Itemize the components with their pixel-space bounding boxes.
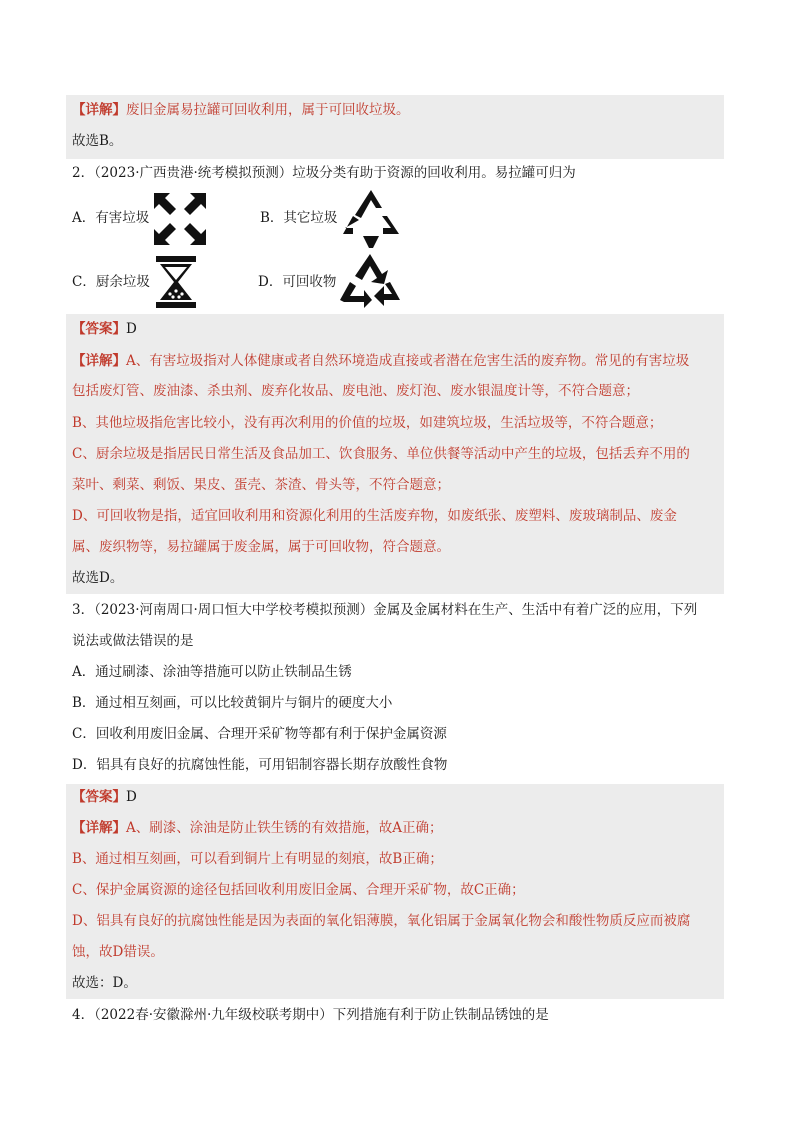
q2-detail-tag: 【详解】 — [72, 353, 126, 369]
q3-detail-tag: 【详解】 — [72, 820, 126, 836]
q2-option-a — [72, 208, 149, 228]
q2-detail-line-1 — [72, 351, 689, 371]
q3-stem-line-2: 说法或做法错误的是 — [72, 633, 194, 649]
q3-answer-tag: 【答案】 — [72, 789, 126, 805]
q3-option-c: C．回收利用废旧金属、合理开采矿物等都有利于保护金属资源 — [72, 726, 447, 742]
recyclable-icon — [338, 252, 402, 310]
q2-answer-line — [72, 319, 137, 339]
q3-stem-line-1: 3．（2023·河南周口·周口恒大中学校考模拟预测）金属及金属材料在生产、生活中有着广泛的应用，下列 — [72, 602, 698, 618]
q2-option-a-label: A．有害垃圾 — [72, 210, 150, 226]
q3-option-a: A．通过刷漆、涂油等措施可以防止铁制品生锈 — [72, 664, 352, 680]
q2-detail-line-7: 属、废织物等，易拉罐属于废金属，属于可回收物，符合题意。 — [72, 539, 450, 555]
q3-option-b: B．通过相互刻画，可以比较黄铜片与铜片的硬度大小 — [72, 695, 393, 711]
q2-detail-text-1: A、有害垃圾指对人体健康或者自然环境造成直接或者潜在危害生活的废弃物。常见的有害垃圾 — [126, 353, 690, 369]
q2-detail-line-6: D、可回收物是指，适宜回收利用和资源化利用的生活废弃物，如废纸张、废塑料、废玻璃制品、废金 — [72, 508, 677, 524]
q2-option-b — [260, 208, 337, 228]
q3-detail-line-2: B、通过相互刻画，可以看到铜片上有明显的刻痕，故B正确； — [72, 851, 443, 867]
q3-detail-line-4: D、铝具有良好的抗腐蚀性能是因为表面的氧化铝薄膜，氧化铝属于金属氧化物会和酸性物质反应而被腐 — [72, 913, 691, 929]
q1-detail-text: 废旧金属易拉罐可回收利用，属于可回收垃圾。 — [126, 102, 410, 118]
q1-detail-line — [72, 100, 410, 120]
q3-detail-line-5: 蚀，故D错误。 — [72, 944, 164, 960]
q3-detail-line-3: C、保护金属资源的途径包括回收利用废旧金属、合理开采矿物，故C正确； — [72, 882, 525, 898]
q2-option-d-label: D．可回收物 — [258, 274, 337, 290]
other-waste-icon — [341, 188, 401, 250]
q3-option-d: D．铝具有良好的抗腐蚀性能，可用铝制容器长期存放酸性食物 — [72, 757, 448, 773]
hazardous-waste-icon — [152, 191, 208, 247]
q1-detail-tag: 【详解】 — [72, 102, 126, 118]
q3-detail-text-1: A、刷漆、涂油是防止铁生锈的有效措施，故A正确； — [126, 820, 443, 836]
q2-option-c — [72, 272, 150, 292]
q3-answer-value: D — [126, 789, 137, 805]
q3-conclusion: 故选：D。 — [72, 975, 137, 991]
q2-detail-line-4: C、厨余垃圾是指居民日常生活及食品加工、饮食服务、单位供餐等活动中产生的垃圾，包括丢弃不用的 — [72, 446, 690, 462]
q2-answer-value: D — [126, 321, 137, 337]
q2-answer-tag: 【答案】 — [72, 321, 126, 337]
kitchen-waste-icon — [154, 254, 198, 310]
q2-detail-line-3: B、其他垃圾指危害比较小，没有再次利用的价值的垃圾，如建筑垃圾，生活垃圾等，不符合题意； — [72, 415, 663, 431]
q4-stem: 4．（2022春·安徽滁州·九年级校联考期中）下列措施有利于防止铁制品锈蚀的是 — [72, 1007, 549, 1023]
q2-option-d — [258, 272, 336, 292]
q2-stem: 2．（2023·广西贵港·统考模拟预测）垃圾分类有助于资源的回收利用。易拉罐可归为 — [72, 165, 576, 181]
q2-detail-line-2: 包括废灯管、废油漆、杀虫剂、废弃化妆品、废电池、废灯泡、废水银温度计等，不符合题意； — [72, 383, 639, 399]
q2-detail-line-5: 菜叶、剩菜、剩饭、果皮、蛋壳、茶渣、骨头等，不符合题意； — [72, 477, 450, 493]
q3-answer-line — [72, 787, 137, 807]
q3-detail-line-1 — [72, 818, 443, 838]
q2-option-b-label: B．其它垃圾 — [260, 210, 338, 226]
q1-conclusion: 故选B。 — [72, 133, 123, 149]
q2-conclusion: 故选D。 — [72, 570, 124, 586]
q2-option-c-label: C．厨余垃圾 — [72, 274, 150, 290]
